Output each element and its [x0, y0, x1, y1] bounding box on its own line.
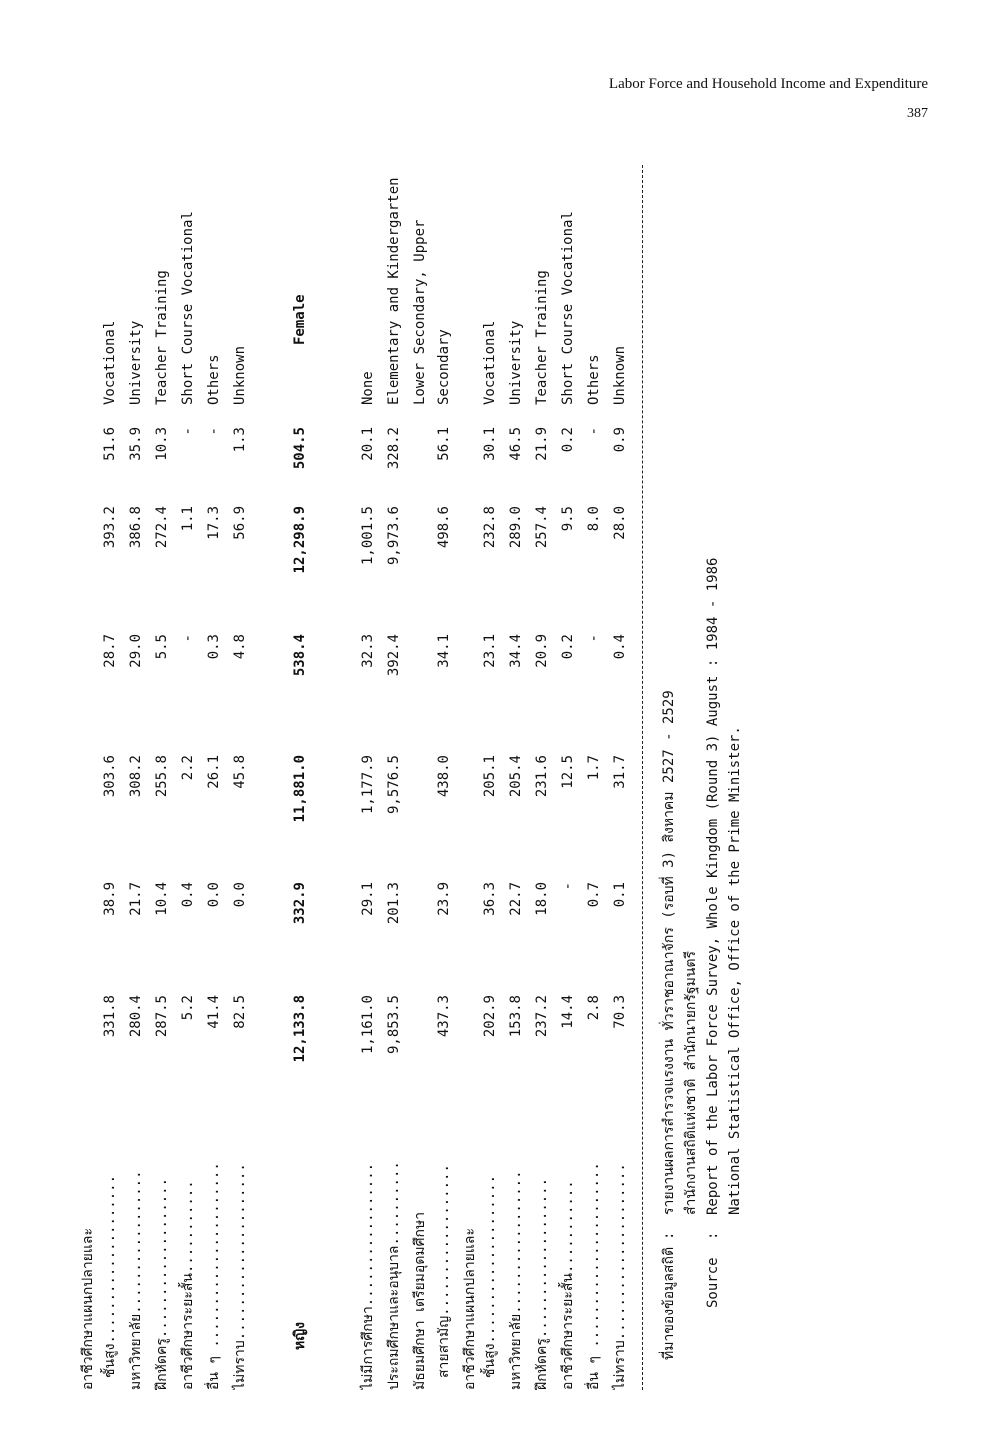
row-value-6: 46.5 — [508, 427, 524, 461]
row-label-thai: มหาวิทยาลัย................. — [128, 1170, 144, 1390]
source-thai-line2: สำนักงานสถิติแห่งชาติ สำนักนายกรัฐมนตรี — [683, 950, 699, 1215]
row-label-thai: ไม่มีการศึกษา................. — [360, 1162, 376, 1390]
row-value-6: - — [206, 427, 222, 436]
row-value-1: 82.5 — [232, 995, 248, 1029]
row-value-5: 289.0 — [508, 506, 524, 549]
row-value-2: 22.7 — [508, 882, 524, 916]
row-label-thai: สายสามัญ.................. — [436, 1164, 452, 1378]
row-value-2: 38.9 — [102, 882, 118, 916]
row-value-6: 21.9 — [534, 427, 550, 461]
row-value-6: - — [180, 427, 196, 436]
row-value-6: 56.1 — [436, 427, 452, 461]
row-label-thai: มหาวิทยาลัย................. — [508, 1170, 524, 1390]
table-row — [384, 130, 404, 1390]
table-row — [100, 130, 120, 1390]
row-value-2: 0.4 — [180, 882, 196, 908]
table-row — [610, 130, 630, 1390]
row-value-1: 202.9 — [482, 995, 498, 1038]
row-value-3: 2.2 — [180, 755, 196, 781]
row-value-5: 498.6 — [436, 506, 452, 549]
running-header: Labor Force and Household Income and Expenditure — [608, 76, 928, 92]
row-value-4: 34.1 — [436, 634, 452, 668]
female-label-english: Female — [292, 294, 308, 345]
row-value-6: 35.9 — [128, 427, 144, 461]
row-value-6: 20.1 — [360, 427, 376, 461]
row-label-thai: อาชีวศึกษาแผนกปลายและ — [80, 1227, 96, 1390]
row-value-3: 205.4 — [508, 755, 524, 798]
row-value-6: 10.3 — [154, 427, 170, 461]
row-value-4: 28.7 — [102, 634, 118, 668]
row-value-4: 392.4 — [386, 634, 402, 677]
row-value-1: 70.3 — [612, 995, 628, 1029]
row-value-2: 23.9 — [436, 882, 452, 916]
row-label-thai: ไม่ทราบ..................... — [232, 1163, 248, 1390]
row-value-2: 0.1 — [612, 882, 628, 908]
row-value-5: 56.9 — [232, 506, 248, 540]
female-row — [290, 130, 310, 1390]
table-row — [230, 130, 250, 1390]
female-value-1: 12,133.8 — [292, 995, 308, 1063]
row-value-2: - — [560, 882, 576, 891]
row-label-thai: อื่น ๆ ...................... — [586, 1162, 602, 1390]
row-value-2: 0.0 — [206, 882, 222, 908]
row-label-thai: ฝึกหัดครู................... — [154, 1177, 170, 1390]
row-value-1: 237.2 — [534, 995, 550, 1038]
table-row — [410, 130, 430, 1390]
table-row — [460, 130, 480, 1390]
row-value-5: 272.4 — [154, 506, 170, 549]
table-row — [584, 130, 604, 1390]
row-label-english: Teacher Training — [154, 270, 170, 405]
row-value-3: 231.6 — [534, 755, 550, 798]
row-value-6: 328.2 — [386, 427, 402, 470]
row-value-5: 8.0 — [586, 506, 602, 532]
female-value-5: 12,298.9 — [292, 506, 308, 574]
row-value-5: 393.2 — [102, 506, 118, 549]
source-thai-colon: : — [661, 1231, 677, 1240]
row-value-2: 21.7 — [128, 882, 144, 916]
row-value-2: 0.7 — [586, 882, 602, 908]
row-value-5: 257.4 — [534, 506, 550, 549]
row-value-5: 1.1 — [180, 506, 196, 532]
row-label-thai: ฝึกหัดครู................... — [534, 1177, 550, 1390]
row-value-1: 153.8 — [508, 995, 524, 1038]
table-row — [358, 130, 378, 1390]
row-value-5: 232.8 — [482, 506, 498, 549]
row-value-2: 36.3 — [482, 882, 498, 916]
row-value-1: 331.8 — [102, 995, 118, 1038]
row-value-6: 0.9 — [612, 427, 628, 453]
row-value-3: 31.7 — [612, 755, 628, 789]
row-value-3: 308.2 — [128, 755, 144, 798]
row-value-1: 287.5 — [154, 995, 170, 1038]
row-value-6: - — [586, 427, 602, 436]
row-value-5: 28.0 — [612, 506, 628, 540]
row-value-4: 4.8 — [232, 634, 248, 660]
row-value-3: 255.8 — [154, 755, 170, 798]
row-label-english: Vocational — [102, 320, 118, 405]
row-value-1: 280.4 — [128, 995, 144, 1038]
female-label-thai: หญิง — [292, 1322, 308, 1350]
row-value-4: - — [180, 634, 196, 643]
row-value-4: 0.4 — [612, 634, 628, 660]
row-label-english: Teacher Training — [534, 270, 550, 405]
source-thai-label: ที่มาของข้อมูลสถิติ — [661, 1246, 677, 1360]
row-label-thai: อื่น ๆ ...................... — [206, 1162, 222, 1390]
row-value-3: 12.5 — [560, 755, 576, 789]
row-value-6: 30.1 — [482, 427, 498, 461]
row-label-english: Short Course Vocational — [560, 211, 576, 405]
row-value-4: 29.0 — [128, 634, 144, 668]
source-en-label: Source — [705, 1257, 721, 1308]
row-value-3: 438.0 — [436, 755, 452, 798]
row-label-thai: ชั้นสูง.................... — [102, 1174, 118, 1378]
table-row — [78, 130, 98, 1390]
row-value-5: 17.3 — [206, 506, 222, 540]
table-row — [178, 130, 198, 1390]
row-value-2: 29.1 — [360, 882, 376, 916]
row-label-thai: อาชีวศึกษาระยะสั้น........... — [560, 1180, 576, 1390]
row-value-3: 303.6 — [102, 755, 118, 798]
row-value-5: 9.5 — [560, 506, 576, 532]
row-label-english: Short Course Vocational — [180, 211, 196, 405]
table-row — [532, 130, 552, 1390]
row-label-english: Lower Secondary, Upper — [412, 219, 428, 405]
table-row — [204, 130, 224, 1390]
row-label-english: University — [128, 320, 144, 405]
row-label-english: Others — [206, 354, 222, 405]
row-value-1: 2.8 — [586, 995, 602, 1021]
row-label-english: Unknown — [232, 345, 248, 405]
row-value-4: 5.5 — [154, 634, 170, 660]
row-value-3: 9,576.5 — [386, 755, 402, 815]
row-label-thai: ชั้นสูง.................... — [482, 1174, 498, 1378]
row-value-4: - — [586, 634, 602, 643]
row-value-1: 9,853.5 — [386, 995, 402, 1055]
female-value-4: 538.4 — [292, 634, 308, 677]
row-label-english: Secondary — [436, 329, 452, 405]
row-value-3: 205.1 — [482, 755, 498, 798]
row-value-3: 26.1 — [206, 755, 222, 789]
table-row — [558, 130, 578, 1390]
row-value-6: 0.2 — [560, 427, 576, 453]
row-value-2: 201.3 — [386, 882, 402, 925]
row-label-english: None — [360, 371, 376, 405]
row-value-3: 1.7 — [586, 755, 602, 781]
row-label-english: Elementary and Kindergarten — [386, 177, 402, 405]
row-value-1: 5.2 — [180, 995, 196, 1021]
row-value-3: 1,177.9 — [360, 755, 376, 815]
row-value-5: 386.8 — [128, 506, 144, 549]
table-row — [434, 130, 454, 1390]
row-label-thai: มัธยมศึกษา เตรียมอุดมศึกษา — [412, 1211, 428, 1390]
dashed-separator — [642, 165, 643, 1390]
female-value-3: 11,881.0 — [292, 755, 308, 823]
row-value-4: 34.4 — [508, 634, 524, 668]
source-thai-line1: รายงานผลการสำรวจแรงงาน ทั่วราชอาณาจักร (รอบที่ 3) สิงหาคม 2527 - 2529 — [661, 690, 677, 1215]
row-value-1: 41.4 — [206, 995, 222, 1029]
table-row — [480, 130, 500, 1390]
row-label-thai: ประถมศึกษาและอนุบาล.......... — [386, 1161, 402, 1390]
row-label-english: Others — [586, 354, 602, 405]
table-row — [126, 130, 146, 1390]
row-value-4: 0.2 — [560, 634, 576, 660]
row-value-5: 9,973.6 — [386, 506, 402, 566]
row-label-english: Vocational — [482, 320, 498, 405]
row-value-2: 0.0 — [232, 882, 248, 908]
row-value-2: 10.4 — [154, 882, 170, 916]
source-en-line1: Report of the Labor Force Survey, Whole Kingdom (Round 3) August : 1984 - 1986 — [705, 557, 721, 1215]
row-value-4: 0.3 — [206, 634, 222, 660]
row-value-4: 32.3 — [360, 634, 376, 668]
row-value-6: 51.6 — [102, 427, 118, 461]
row-label-english: Unknown — [612, 345, 628, 405]
row-label-thai: อาชีวศึกษาแผนกปลายและ — [462, 1227, 478, 1390]
row-label-thai: อาชีวศึกษาระยะสั้น........... — [180, 1180, 196, 1390]
table-row — [506, 130, 526, 1390]
row-value-3: 45.8 — [232, 755, 248, 789]
source-en-line2: National Statistical Office, Office of the Prime Minister. — [727, 726, 743, 1215]
female-value-6: 504.5 — [292, 427, 308, 470]
row-value-1: 14.4 — [560, 995, 576, 1029]
row-value-2: 18.0 — [534, 882, 550, 916]
row-label-thai: ไม่ทราบ..................... — [612, 1163, 628, 1390]
source-en-colon: : — [705, 1231, 721, 1240]
row-value-4: 23.1 — [482, 634, 498, 668]
rotated-table — [60, 130, 930, 1390]
row-label-english: University — [508, 320, 524, 405]
page-number: 387 — [907, 106, 928, 121]
row-value-4: 20.9 — [534, 634, 550, 668]
row-value-5: 1,001.5 — [360, 506, 376, 566]
row-value-1: 1,161.0 — [360, 995, 376, 1055]
female-value-2: 332.9 — [292, 882, 308, 925]
row-value-1: 437.3 — [436, 995, 452, 1038]
row-value-6: 1.3 — [232, 427, 248, 453]
table-row — [152, 130, 172, 1390]
